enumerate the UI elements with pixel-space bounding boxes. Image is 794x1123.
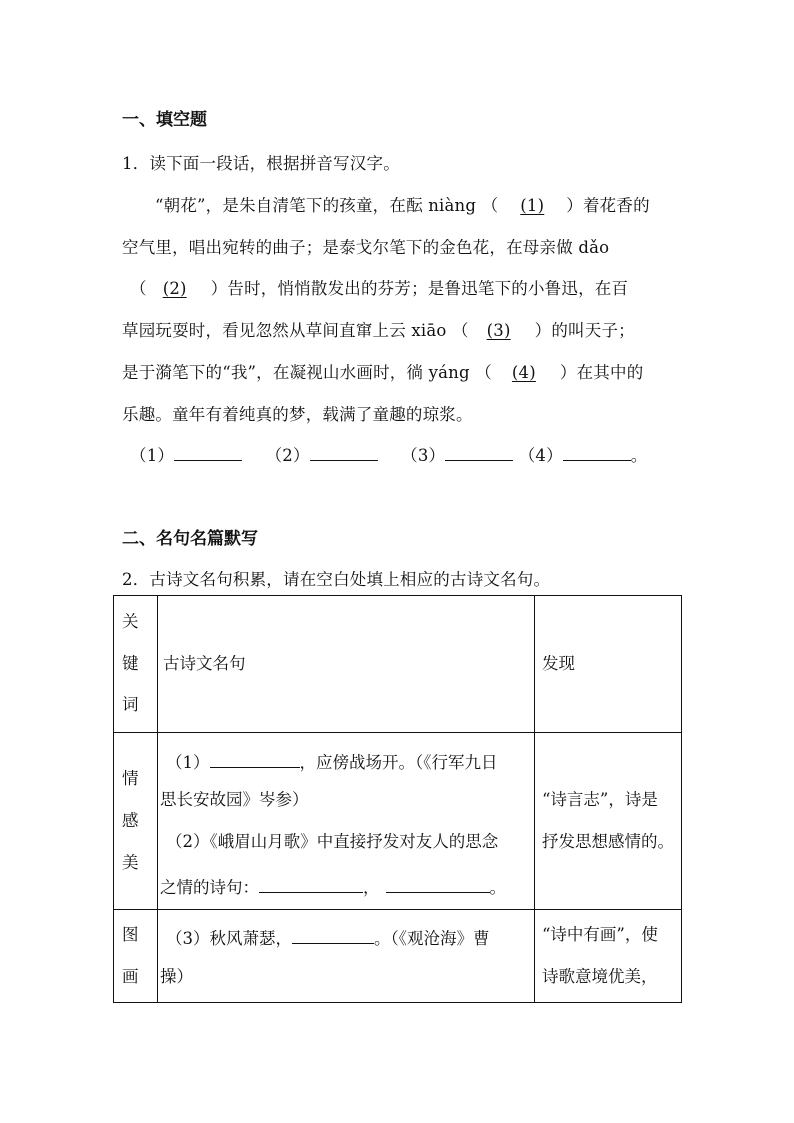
row2-line2: 操） [160,967,193,986]
poem-text: 。 [489,878,506,897]
row1-finding-line2: 抒发思想感情的。 [542,832,674,851]
poem-text: 之情的诗句： [160,878,259,897]
open-paren: （ [130,279,147,298]
answer-label-2: （2） [265,446,310,465]
passage-text: 是于漪笔下的“我”，在凝视山水画时，徜 yáng （ [122,363,492,382]
header-poem: 古诗文名句 [163,654,246,673]
passage-text: ）在其中的 [559,363,644,382]
passage-text: ）的叫天子； [534,321,635,340]
passage-line-2: 空气里，唱出宛转的曲子；是泰戈尔笔下的金色花，在母亲做 dǎo [122,238,610,257]
row1-keyword-char: 感 [122,811,139,830]
row1-finding-line1: “诗言志”，诗是 [542,790,658,809]
poem-table [113,595,682,1003]
header-keyword-char: 词 [122,695,139,714]
section2-heading: 二、名句名篇默写 [122,529,258,549]
row1-line1 [166,751,498,772]
table-divider [157,596,158,1002]
passage-line-3 [130,275,628,299]
blank-1: (1) [520,196,545,215]
poem-blank-2[interactable] [259,876,363,893]
row2-finding-line1: “诗中有画”，使 [542,925,658,944]
poem-blank-3[interactable] [386,876,490,893]
poem-blank-4[interactable] [292,927,374,944]
poem-blank-1[interactable] [210,751,300,768]
blank-4: (4) [511,363,536,382]
answer-blank-2[interactable] [310,444,378,461]
answer-blank-3[interactable] [445,444,513,461]
blank-2: (2) [162,279,187,298]
passage-text: “朝花”，是朱自清笔下的孩童，在酝 niàng （ [155,196,499,215]
question-2: 2．古诗文名句积累，请在空白处填上相应的古诗文名句。 [122,570,551,589]
answer-blank-1[interactable] [174,444,242,461]
answer-label-4: （4） [518,446,563,465]
passage-line-6: 乐趣。童年有着纯真的梦，载满了童趣的琼浆。 [122,405,473,424]
poem-text: ， [363,878,380,897]
row1-line4 [160,876,506,897]
question-1: 1．读下面一段话，根据拼音写汉字。 [122,154,400,173]
row1-keyword-char: 情 [122,769,139,788]
table-divider [114,909,681,910]
row2-keyword-char: 画 [122,967,139,986]
passage-text: ）着花香的 [566,196,650,215]
answer-label-3: （3） [401,446,446,465]
item-label: （1） [166,753,210,772]
answer-blank-4[interactable] [563,444,631,461]
header-keyword-char: 键 [122,654,139,673]
passage-line-5 [122,359,643,383]
row2-line1 [166,927,490,948]
header-keyword-char: 关 [122,612,139,631]
passage-line-4 [122,317,635,341]
section1-heading: 一、填空题 [122,110,207,130]
row2-keyword-char: 图 [122,925,139,944]
row1-line2: 思长安故园》岑参） [160,790,309,809]
answer-row [130,442,648,466]
answer-label-1: （1） [130,446,175,465]
poem-text: （3）秋风萧瑟， [166,929,292,948]
row1-keyword-char: 美 [122,853,139,872]
row1-line3: （2）《峨眉山月歌》中直接抒发对友人的思念 [166,832,499,851]
end-mark: 。 [630,446,648,465]
table-divider [534,596,535,1002]
passage-text: ）告时，悄悄散发出的芬芳；是鲁迅笔下的小鲁迅，在百 [210,279,629,298]
poem-text: 。（《观沧海》曹 [374,929,490,948]
passage-text: 草园玩耍时，看见忽然从草间直窜上云 xiāo （ [122,321,469,340]
blank-3: (3) [486,321,511,340]
table-divider [114,732,681,733]
header-finding: 发现 [542,654,575,673]
poem-text: ，应傍战场开。（《行军九日 [299,753,498,772]
row2-finding-line2: 诗歌意境优美， [542,967,658,986]
passage-line-1 [155,192,650,216]
